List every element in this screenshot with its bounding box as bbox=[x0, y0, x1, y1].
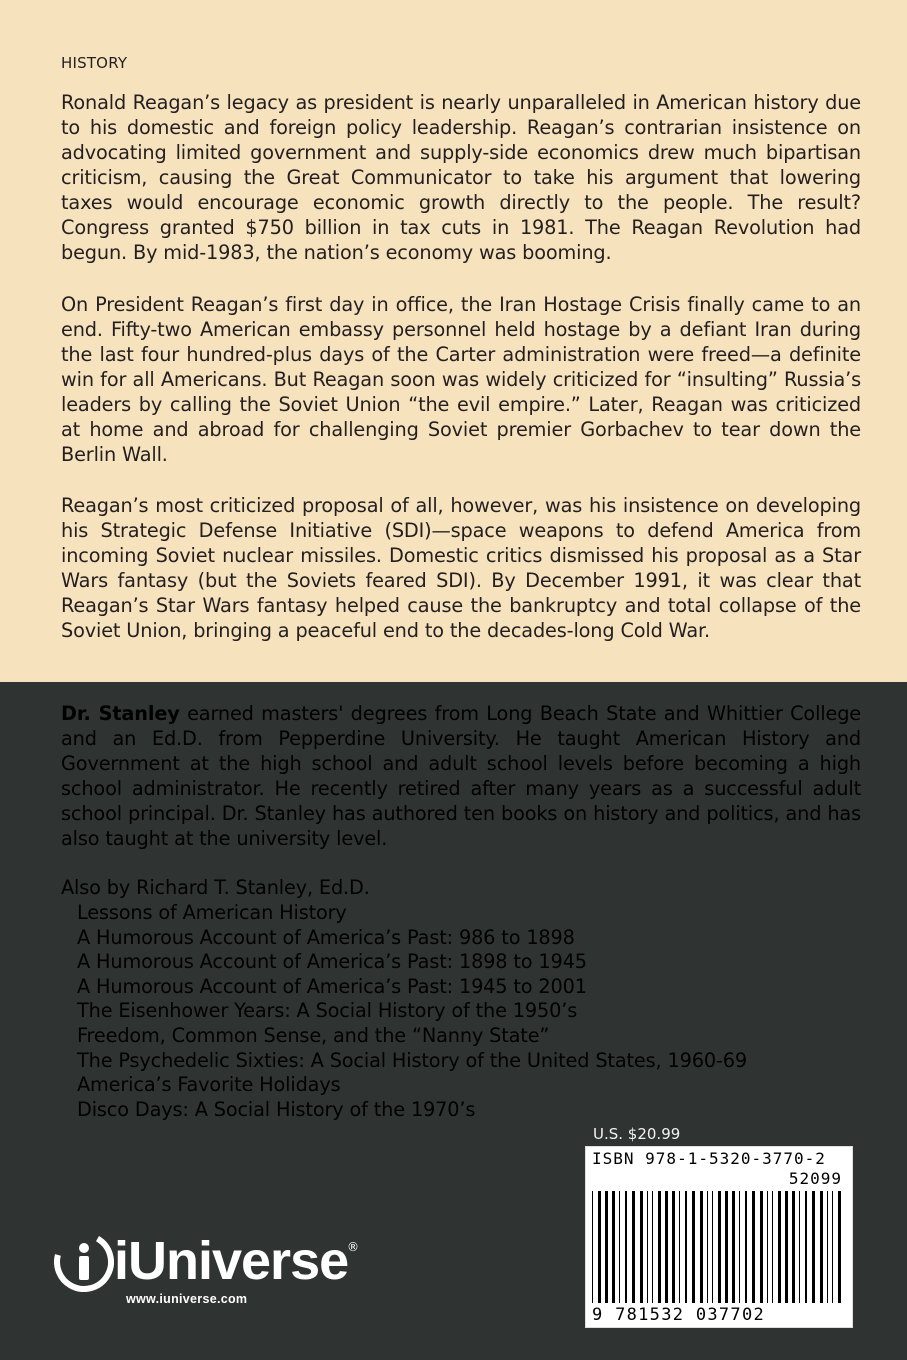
barcode-icon bbox=[592, 1191, 846, 1303]
synopsis-paragraph: Reagan’s most criticized proposal of all, however, was his insistence on developing his Strategic Defense Initiative (SDI)—space weapons to defend America from incoming Soviet nuclear missiles. Domestic critics dismissed his proposal as a Star Wars fantasy (but the Soviets feared SDI). By December 1991, it was clear that Reagan’s Star Wars fantasy helped cause the bankruptcy and total collapse of the Soviet Union, bringing a peaceful end to the decades-long Cold War. bbox=[61, 494, 861, 642]
barcode-box bbox=[585, 1146, 853, 1328]
isbn-label: ISBN 978-1-5320-3770-2 bbox=[592, 1149, 826, 1168]
list-item: A Humorous Account of America’s Past: 1945 to 2001 bbox=[77, 974, 587, 998]
iuniverse-swirl-icon bbox=[54, 1232, 114, 1292]
list-item: The Eisenhower Years: A Social History of the 1950’s bbox=[77, 999, 578, 1023]
list-item: A Humorous Account of America’s Past: 1898 to 1945 bbox=[77, 950, 587, 974]
author-name: Dr. Stanley bbox=[61, 702, 180, 725]
author-bio-text: earned masters' degrees from Long Beach State and Whittier College and an Ed.D. from Pepperdine University. He taught American History and Government at the high school and adult school levels before becoming a high school administrator. He recently retired after many years as a successful adult school principal. Dr. Stanley has authored ten books on history and politics, and has also taught at the university level. bbox=[61, 702, 861, 850]
list-item: The Psychedelic Sixties: A Social History of the United States, 1960-69 bbox=[77, 1048, 747, 1072]
category-label: HISTORY bbox=[61, 54, 128, 72]
also-by-heading: Also by Richard T. Stanley, Ed.D. bbox=[61, 876, 370, 899]
publisher-url: www.iuniverse.com bbox=[126, 1292, 248, 1306]
barcode-digits: 9 781532 037702 bbox=[592, 1305, 766, 1325]
author-bio bbox=[61, 701, 861, 851]
list-item: Lessons of American History bbox=[77, 901, 347, 924]
list-item: Disco Days: A Social History of the 1970’s bbox=[77, 1097, 476, 1121]
price-code: 52099 bbox=[788, 1169, 842, 1188]
registered-mark: ® bbox=[347, 1240, 359, 1254]
publisher-logo bbox=[54, 1228, 364, 1308]
synopsis-paragraph: On President Reagan’s first day in office, the Iran Hostage Crisis finally came to an end. Fifty-two American embassy personnel held hostage by a defiant Iran during the last four hundred-plus days of the Carter administration were freed—a definite win for all Americans. But Reagan soon was widely criticized for “insulting” Russia’s leaders by calling the Soviet Union “the evil empire.” Later, Reagan was criticized at home and abroad for challenging Soviet premier Gorbachev to tear down the Berlin Wall. bbox=[61, 293, 861, 466]
price-label: U.S. $20.99 bbox=[593, 1125, 681, 1143]
publisher-name: iUniverse bbox=[114, 1231, 349, 1291]
list-item: Freedom, Common Sense, and the “Nanny State” bbox=[77, 1023, 550, 1047]
list-item: A Humorous Account of America’s Past: 986 to 1898 bbox=[77, 925, 575, 949]
list-item: America’s Favorite Holidays bbox=[77, 1073, 341, 1097]
also-by-list bbox=[77, 901, 747, 1122]
synopsis-paragraph: Ronald Reagan’s legacy as president is nearly unparalleled in American history due to his domestic and foreign policy leadership. Reagan’s contrarian insistence on advocating limited government and supply-side economics drew much bipartisan criticism, causing the Great Communicator to take his argument that lowering taxes would encourage economic growth directly to the people. The result? Congress granted $750 billion in tax cuts in 1981. The Reagan Revolution had begun. By mid-1983, the nation’s economy was booming. bbox=[61, 91, 861, 264]
